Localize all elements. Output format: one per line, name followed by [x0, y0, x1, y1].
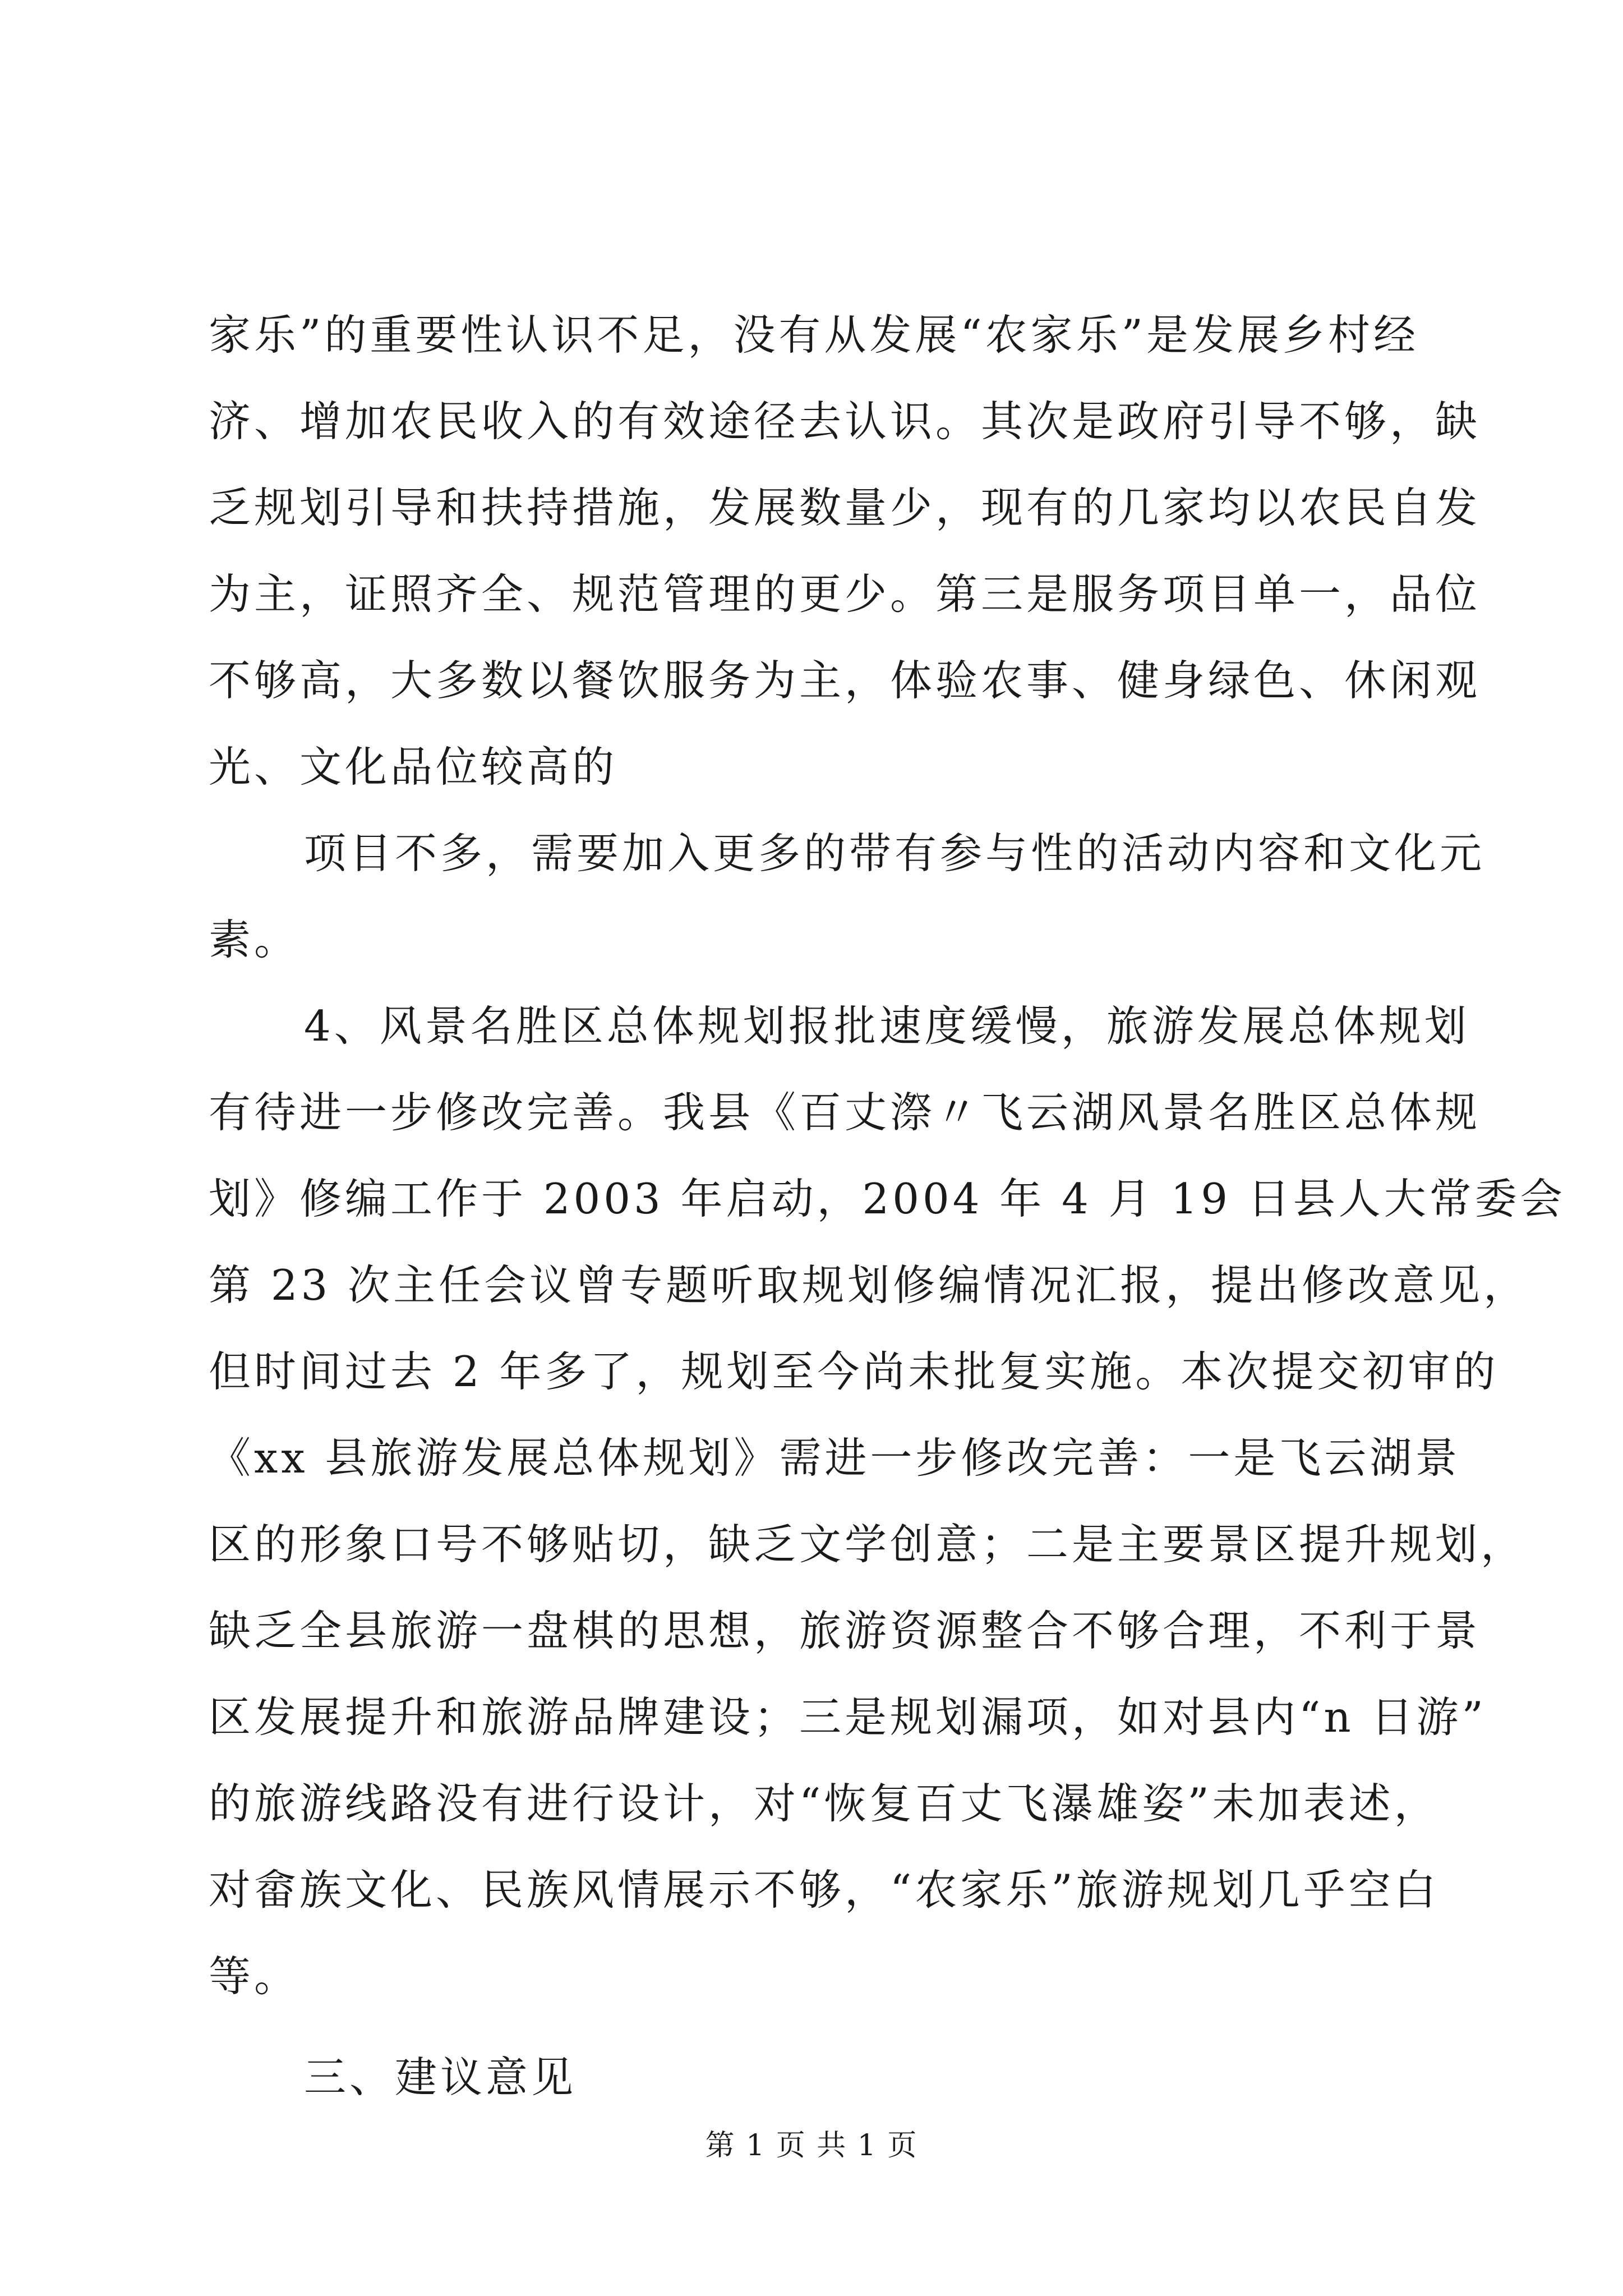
paragraph-projects: [209, 810, 1486, 983]
text-line: 的旅游线路没有进行设计，对“恢复百丈飞瀑雄姿”未加表述，: [209, 1779, 1440, 1828]
paragraph-item-4: [209, 983, 1566, 2019]
text-line: 等。: [209, 1952, 300, 2001]
section-heading: [209, 2034, 1414, 2120]
text-line: 不够高，大多数以餐饮服务为主，体验农事、健身绿色、休闲观: [209, 656, 1481, 705]
text-line: 乏规划引导和扶持措施，发展数量少，现有的几家均以农民自发: [209, 483, 1481, 532]
text-line: 《xx 县旅游发展总体规划》需进一步修改完善：一是飞云湖景: [209, 1433, 1461, 1483]
paragraph-continuation: [209, 292, 1481, 810]
text-line: 缺乏全县旅游一盘棋的思想，旅游资源整合不够合理，不利于景: [209, 1606, 1481, 1655]
text-line: 济、增加农民收入的有效途径去认识。其次是政府引导不够，缺: [209, 397, 1481, 446]
text-line: 为主，证照齐全、规范管理的更少。第三是服务项目单一，品位: [209, 569, 1481, 619]
text-line: 4、风景名胜区总体规划报批速度缓慢，旅游发展总体规划: [304, 1001, 1470, 1051]
section-heading-text: 三、建议意见: [304, 2053, 577, 2102]
text-line: 有待进一步修改完善。我县《百丈漈〃飞云湖风景名胜区总体规: [209, 1088, 1481, 1137]
text-line: 区发展提升和旅游品牌建设；三是规划漏项，如对县内“n 日游”: [209, 1692, 1487, 1742]
text-line: 项目不多，需要加入更多的带有参与性的活动内容和文化元: [304, 829, 1486, 878]
text-line: 第 23 次主任会议曾专题听取规划修编情况汇报，提出修改意见，: [209, 1260, 1529, 1310]
text-line: 划》修编工作于 2003 年启动，2004 年 4 月 19 日县人大常委会: [209, 1174, 1566, 1223]
text-line: 对畲族文化、民族风情展示不够，“农家乐”旅游规划几乎空白: [209, 1865, 1440, 1915]
page-footer: 第 1 页 共 1 页: [705, 2129, 918, 2162]
text-line: 素。: [209, 915, 300, 964]
text-line: 家乐”的重要性认识不足，没有从发展“农家乐”是发展乡村经: [209, 310, 1419, 360]
document-body: [209, 292, 1566, 2120]
text-line: 区的形象口号不够贴切，缺乏文学创意；二是主要景区提升规划，: [209, 1520, 1527, 1569]
text-line: 光、文化品位较高的: [209, 742, 618, 792]
text-line: 但时间过去 2 年多了，规划至今尚未批复实施。本次提交初审的: [209, 1347, 1499, 1396]
